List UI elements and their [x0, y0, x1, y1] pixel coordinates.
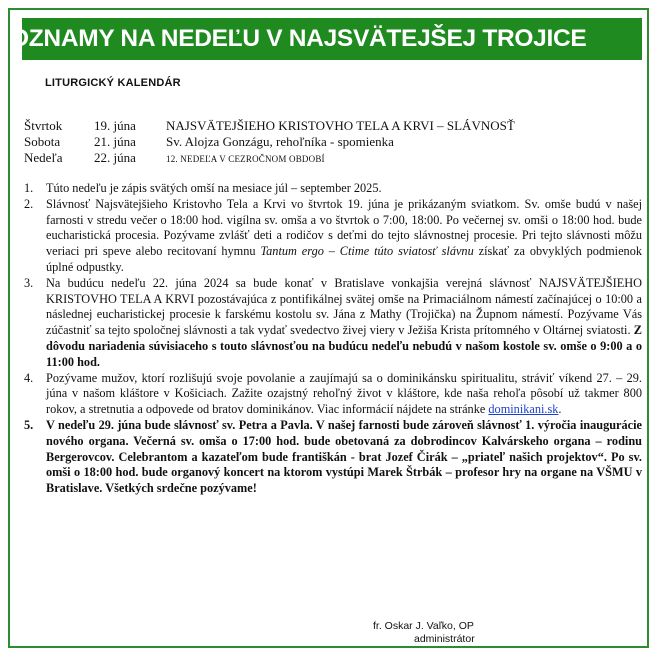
announcement-text: Na budúcu nedeľu 22. júna 2024 sa bude konať v Bratislave vonkajšia verejná slávnosť NAJSVÄTEJŠIEHO KRISTOVHO TELA A KRVI pozostávajúca z pontifikálnej svätej omše na Primaciálnom námestí začínajúcej o 10:00 a následnej eucharistickej procesie k farskému kostolu sv. Jána z Mathy (Trojička) na Župnom námestí. Pozývame Vás zúčastniť sa tejto spoločnej slávnosti a tak vydať svedectvo živej viery v Ježiša Krista prítomného v Oltárnej sviatosti. — [46, 275, 642, 338]
announcement-text: Pozývame mužov, ktorí rozlišujú svoje povolanie a zaujímajú sa o dominikánsku spiritualitu, stráviť víkend 27. – 29. júna v našom kláštore v Košiciach. Zažite ozajstný rehoľný život v kláštore, kde naša rehoľa pôsobí už takmer 800 rokov, a stretnutia a odpovede od bratov dominikánov. Viac informácií nájdete na stránke — [46, 370, 642, 417]
announcement-item — [20, 197, 642, 276]
page-title: OZNAMY NA NEDEĽU V NAJSVÄTEJŠEJ TROJICE — [10, 25, 587, 52]
calendar-row — [24, 134, 624, 150]
calendar-row — [24, 118, 624, 134]
calendar-title: LITURGICKÝ KALENDÁR — [45, 77, 181, 89]
item-number: 1. — [24, 181, 34, 195]
dominikani-link[interactable]: dominikani.sk — [488, 402, 559, 417]
calendar-event: Sv. Alojza Gonzágu, rehoľníka - spomienka — [166, 134, 394, 149]
calendar-date: 21. júna — [94, 134, 136, 149]
calendar-event: 12. NEDEĽA V CEZROČNOM OBDOBÍ — [166, 154, 325, 164]
announcement-text: Túto nedeľu je zápis svätých omší na mesiace júl – september 2025. — [46, 181, 382, 195]
calendar-row — [24, 150, 624, 166]
announcements-list — [20, 181, 642, 497]
announcement-text: Slávnosť Najsvätejšieho Kristovho Tela a Krvi vo štvrtok 19. júna je prikázaným sviatkom. Sv. omše budú v našej farnosti v stredu večer o 18:00 hod. vigílna sv. omša a vo štvrtok o 7:00, 18:00. Po večernej sv. omši o 18:00 hod. bude eucharistická procesia. Pozývame zvlášť deti a rodičov s deťmi do tejto slávnostnej procesie. Pri tejto slávnosti môžu veriaci pri speve alebo recitovaní hymnu — [46, 196, 642, 259]
liturgical-calendar — [24, 118, 624, 166]
calendar-date: 19. júna — [94, 118, 136, 133]
calendar-day: Nedeľa — [24, 150, 63, 165]
item-number: 3. — [24, 275, 34, 290]
calendar-date: 22. júna — [94, 150, 136, 165]
item-number: 5. — [24, 417, 34, 432]
calendar-day: Štvrtok — [24, 118, 63, 133]
hymn-title: Tantum ergo – Ctime túto sviatosť slávnu — [260, 244, 474, 259]
announcement-bold-note: Z dôvodu nariadenia súvisiaceho s touto slávnosťou na budúcu nedeľu nebudú v našom kostole sv. omše o 9:00 a o 11:00 hod. — [46, 323, 642, 369]
announcement-item — [20, 276, 642, 371]
announcement-item — [20, 418, 642, 497]
item-number: 2. — [24, 196, 34, 211]
announcement-text: V nedeľu 29. júna bude slávnosť sv. Petra a Pavla. V našej farnosti bude zároveň slávnosť 1. výročia inaugurácie nového organa. Večerná sv. omša o 17:00 hod. bude obetovaná za dobrodincov Kalvárskeho organa – rodinu Bergerovcov. Celebrantom a kazateľom bude františkán - brat Jozef Čirák – „priateľ našich projektov“. Po sv. omši o 18:00 hod. bude organový koncert na ktorom vystúpi Marek Štrbák – profesor hry na organe na VŠMU v Bratislave. Všetkých srdečne pozývame! — [46, 417, 642, 496]
item-number: 4. — [24, 370, 34, 385]
signature-name: fr. Oskar J. Vaľko, OP — [373, 620, 474, 632]
announcement-text-end: získať za obvyklých podmienok úplné odpustky. — [46, 244, 642, 274]
calendar-day: Sobota — [24, 134, 61, 149]
calendar-event: NAJSVÄTEJŠIEHO KRISTOVHO TELA A KRVI – SLÁVNOSŤ — [166, 118, 515, 133]
announcement-item — [20, 181, 642, 197]
announcement-item — [20, 371, 642, 418]
announcement-text-end: . — [558, 402, 562, 417]
signature-role: administrátor — [414, 633, 475, 645]
